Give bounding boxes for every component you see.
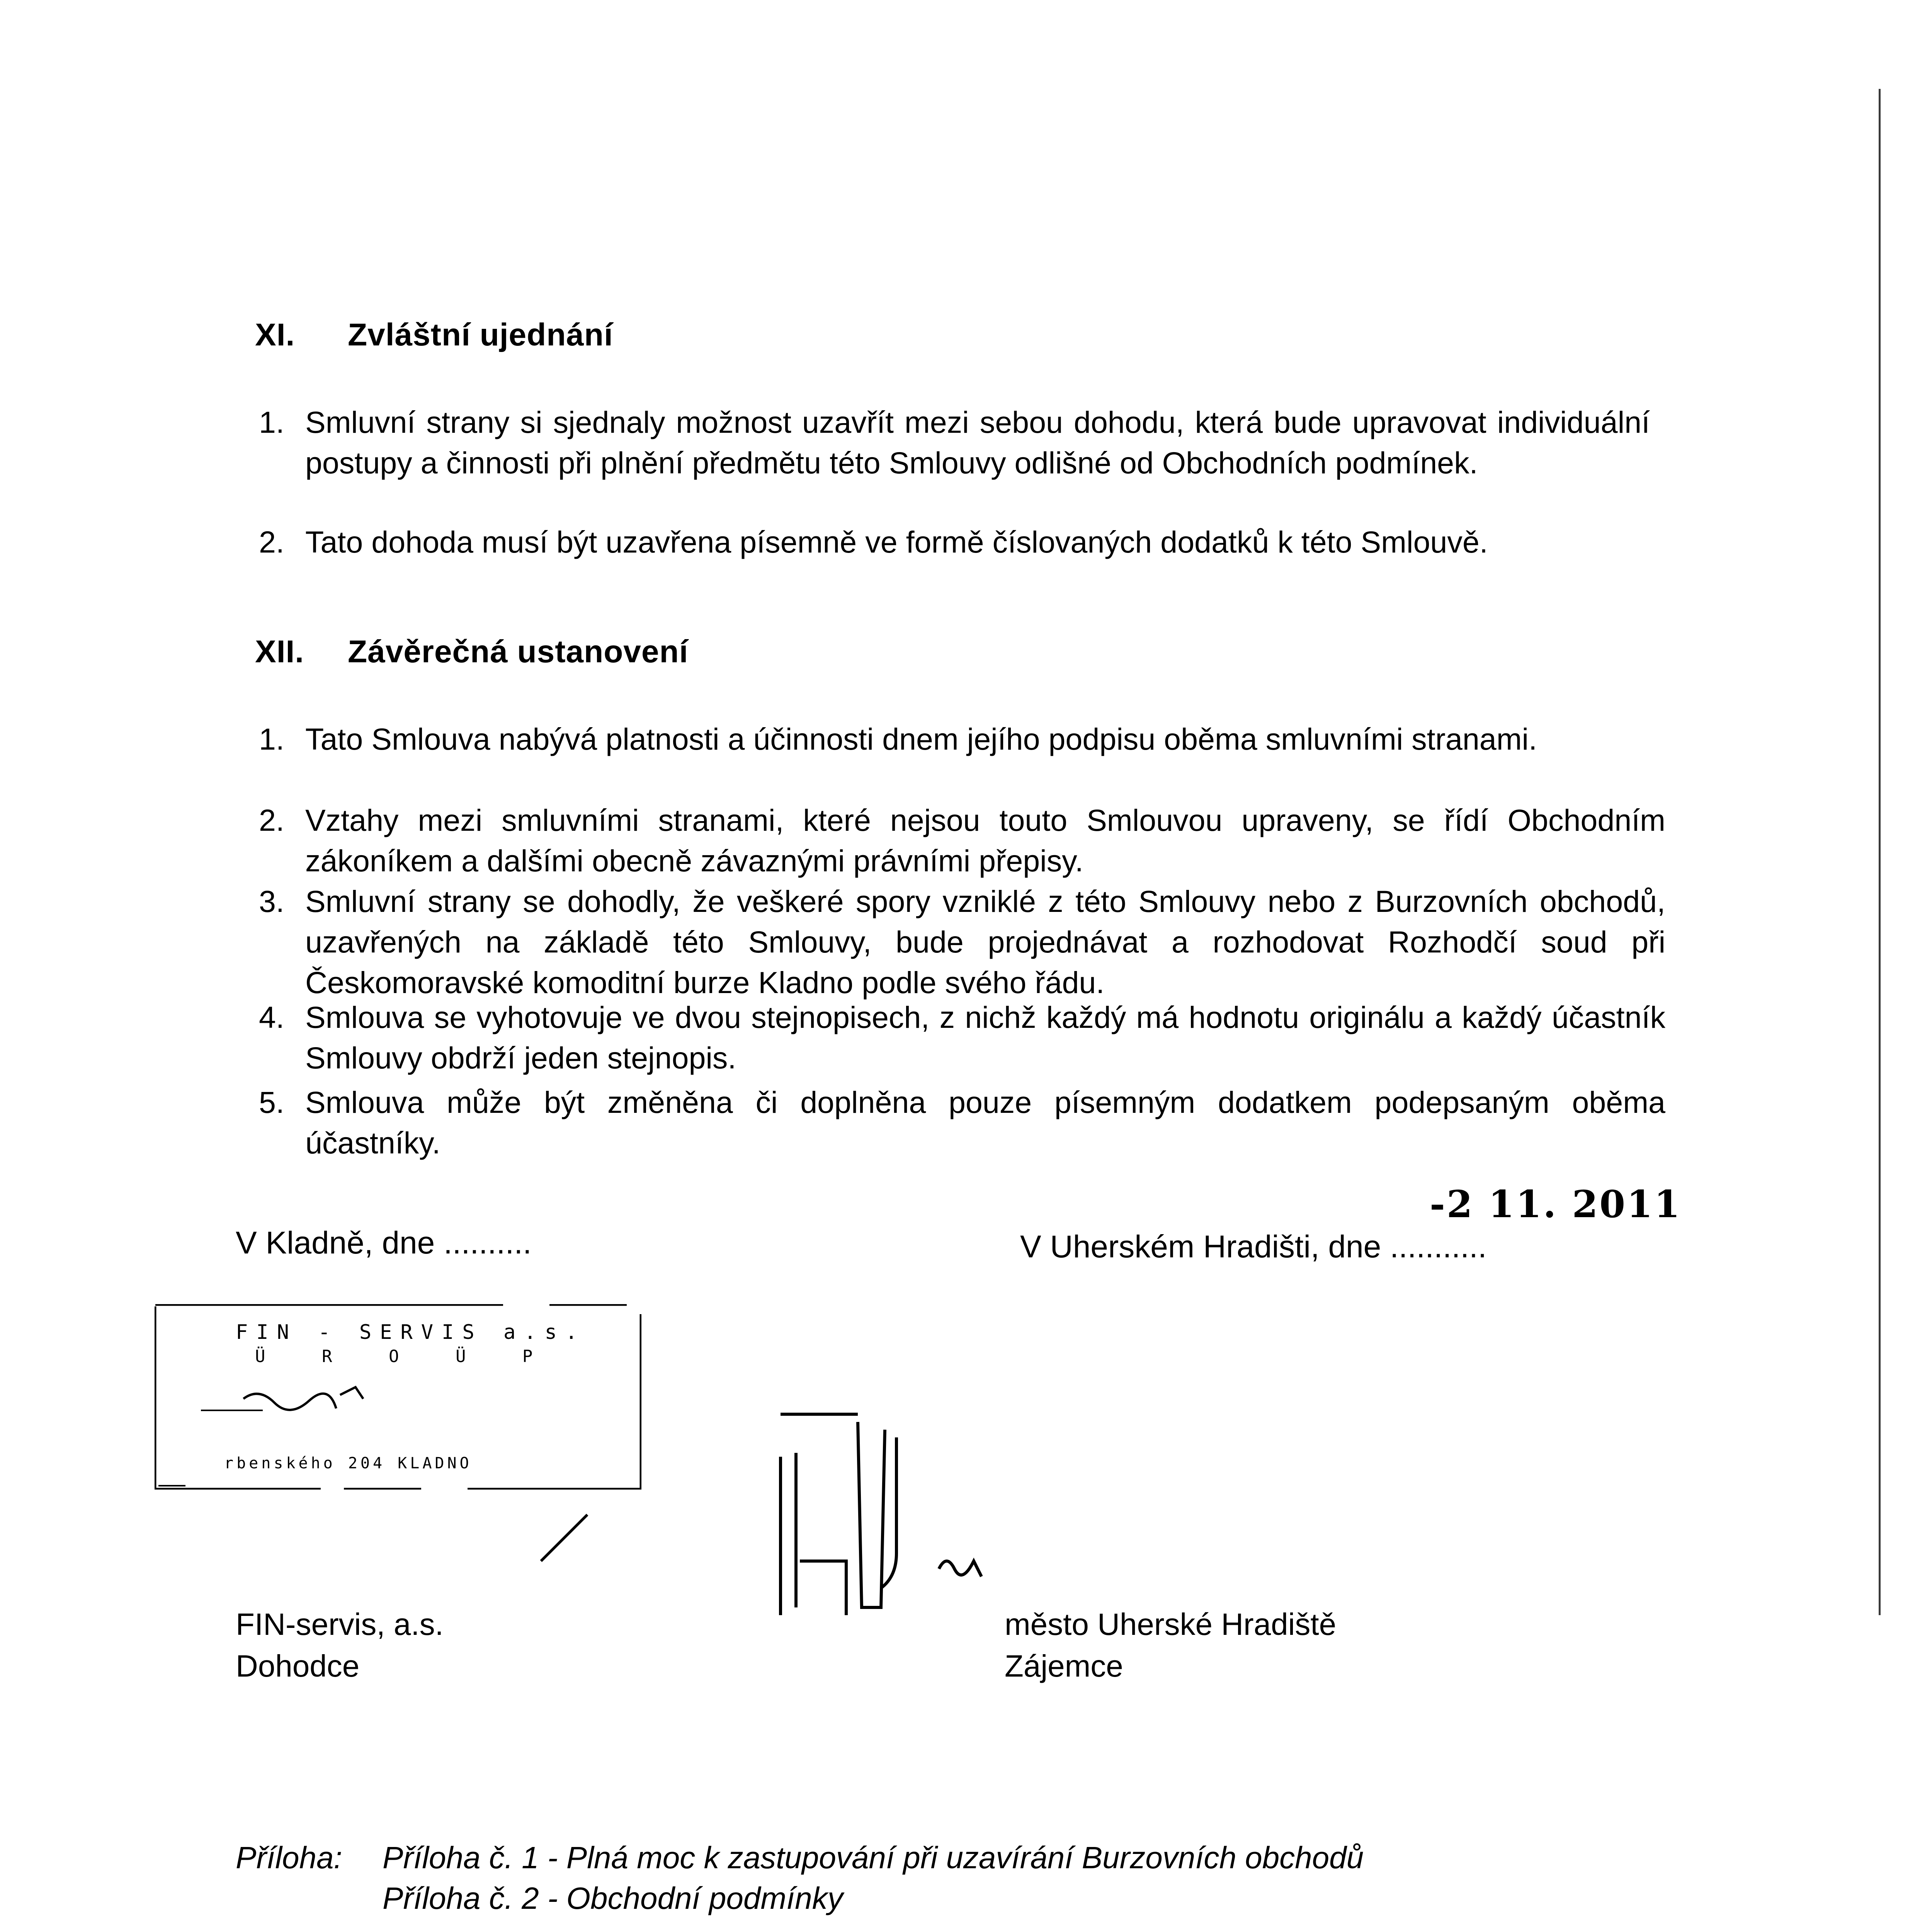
section-number: XI. — [255, 317, 295, 352]
attachments-label: Příloha: — [236, 1840, 342, 1875]
party-zajemce — [1005, 1604, 1336, 1687]
clause-number: 4. — [259, 1000, 284, 1034]
section-number: XII. — [255, 634, 304, 669]
stamp-address: rbenského 204 KLADNO — [224, 1454, 472, 1472]
clause-xii-5 — [259, 1082, 1665, 1163]
place-date-right: V Uherském Hradišti, dne ........... — [1020, 1229, 1487, 1264]
clause-number: 5. — [259, 1085, 284, 1119]
clause-number: 3. — [259, 884, 284, 918]
attachment-item: Příloha č. 1 - Plná moc k zastupování při uzavírání Burzovních obchodů — [383, 1840, 1364, 1875]
handwritten-date: -2 11. 2011 — [1430, 1182, 1682, 1226]
stamp-company-name: FIN - SERVIS a.s. — [236, 1321, 586, 1344]
signature-right — [757, 1406, 997, 1623]
svg-text:Ü R O Ü P: Ü R O Ü P — [255, 1347, 556, 1366]
party-role: Zájemce — [1005, 1649, 1123, 1683]
clause-text: Smlouva může být změněna či doplněna pouze písemným dodatkem podepsaným oběma účastníky. — [305, 1085, 1665, 1160]
clause-xii-2 — [259, 800, 1665, 881]
clause-number: 1. — [259, 405, 284, 439]
clause-xi-2 — [259, 522, 1650, 562]
clause-xii-1 — [259, 719, 1665, 759]
clause-text: Smluvní strany se dohodly, že veškeré spory vzniklé z této Smlouvy nebo z Burzovních obchodů, uzavřených na základě této Smlouvy, bude projednávat a rozhodovat Rozhodčí soud při Českomoravské komoditní burze Kladno podle svého řádu. — [305, 884, 1665, 1000]
place-date-left: V Kladně, dne .......... — [236, 1225, 532, 1260]
section-title: Závěrečná ustanovení — [348, 634, 689, 669]
clause-xii-3 — [259, 881, 1665, 1003]
attachments — [236, 1837, 1364, 1918]
signature-stroke-left — [533, 1507, 595, 1569]
party-dohodce — [236, 1604, 444, 1687]
party-role: Dohodce — [236, 1649, 360, 1683]
clause-number: 2. — [259, 803, 284, 837]
section-heading-xi — [255, 317, 613, 353]
party-name: město Uherské Hradiště — [1005, 1607, 1337, 1641]
company-stamp — [155, 1304, 641, 1490]
scan-edge-line — [1879, 89, 1881, 1615]
section-heading-xii — [255, 634, 688, 670]
clause-text: Tato dohoda musí být uzavřena písemně ve formě číslovaných dodatků k této Smlouvě. — [305, 525, 1488, 559]
clause-xii-4 — [259, 997, 1665, 1078]
clause-xi-1 — [259, 402, 1650, 483]
clause-number: 1. — [259, 722, 284, 756]
clause-number: 2. — [259, 525, 284, 559]
party-name: FIN-servis, a.s. — [236, 1607, 444, 1641]
clause-text: Tato Smlouva nabývá platnosti a účinnosti dnem jejího podpisu oběma smluvními stranami. — [305, 722, 1537, 756]
clause-text: Vztahy mezi smluvními stranami, které nejsou touto Smlouvou upraveny, se řídí Obchodním zákoníkem a dalšími obecně závaznými právními přepisy. — [305, 803, 1665, 878]
attachment-item: Příloha č. 2 - Obchodní podmínky — [383, 1881, 843, 1915]
section-title: Zvláštní ujednání — [348, 317, 613, 352]
clause-text: Smluvní strany si sjednaly možnost uzavřít mezi sebou dohodu, která bude upravovat individuální postupy a činnosti při plnění předmětu této Smlouvy odlišné od Obchodních podmínek. — [305, 405, 1650, 480]
clause-text: Smlouva se vyhotovuje ve dvou stejnopisech, z nichž každý má hodnotu originálu a každý účastník Smlouvy obdrží jeden stejnopis. — [305, 1000, 1665, 1075]
